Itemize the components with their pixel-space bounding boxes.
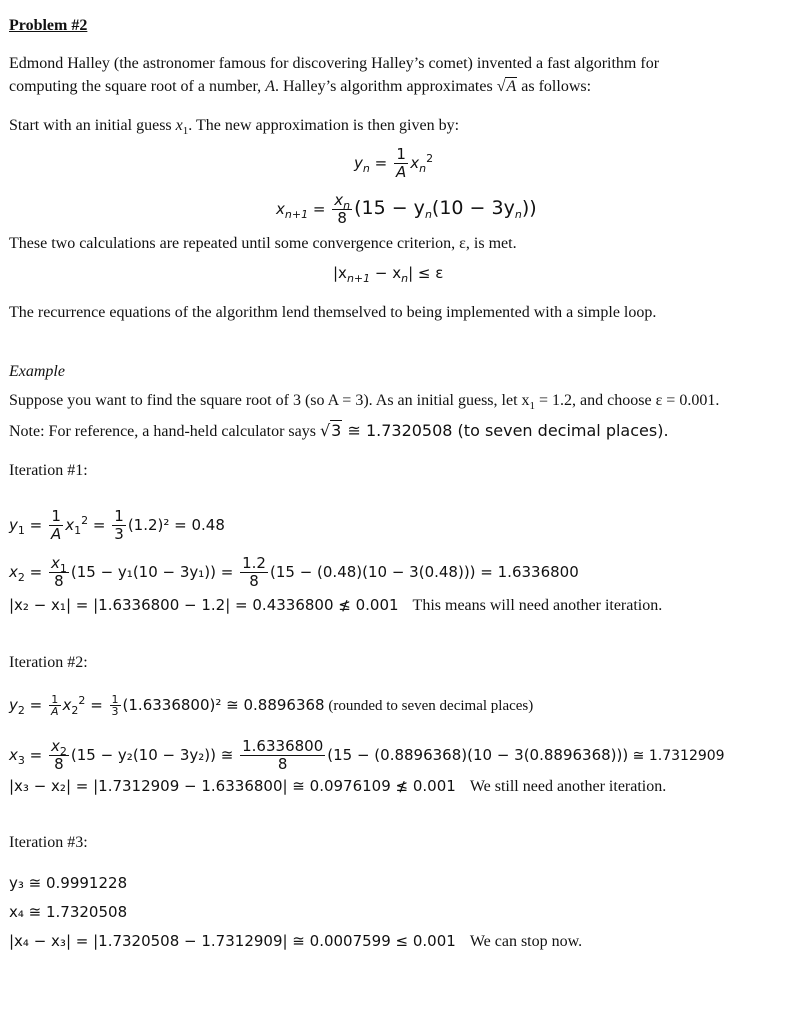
- iter2-diff-line: |x₃ − x₂| = |1.7312909 − 1.6336800| ≅ 0.0976109 ≰ 0.001 We still need another iteration.: [9, 777, 667, 795]
- iter1-x-formula: $x_2$ = $\frac{x_1}{8}$ (15 − y₁(10 − 3y₁)) = $\frac{1.2}{8}$ (15 − (0.48)(10 − 3(0.48))) = 1.6336800: [9, 554, 579, 590]
- sqrt-symbol: √3: [319, 421, 342, 440]
- iter3-y3: y₃ ≅ 0.9991228: [9, 874, 128, 892]
- iter3-diff-line: |x₄ − x₃| = |1.7320508 − 1.7312909| ≅ 0.0007599 ≤ 0.001 We can stop now.: [9, 932, 583, 950]
- iter2-label: Iteration #2:: [9, 654, 88, 671]
- example-label: Example: [9, 363, 65, 380]
- repeat-text: These two calculations are repeated until some convergence criterion, ε, is met.: [9, 235, 517, 252]
- intro-line-2: computing the square root of a number, A. Halley’s algorithm approximates √A as follows:: [9, 78, 592, 95]
- example-note: Note: For reference, a hand-held calculator says √3 ≅ 1.7320508 (to seven decimal places).: [9, 421, 669, 440]
- example-line-1: Suppose you want to find the square root of 3 (so A = 3). As an initial guess, let $x_1 = 1.2$, and choose ε = 0.001.: [9, 392, 720, 413]
- iter1-label: Iteration #1:: [9, 462, 88, 479]
- problem-heading: Problem #2: [9, 17, 88, 34]
- iter3-label: Iteration #3:: [9, 834, 88, 851]
- sqrt-symbol: √A: [496, 78, 517, 95]
- iter2-x-formula: $x_3$ = $\frac{x_2}{8}$ (15 − y₂(10 − 3y₂)) ≅ $\frac{1.6336800}{8}$ (15 − (0.8896368)(10 − 3(0.8896368))) ≅ 1.7312909: [9, 737, 725, 773]
- iter3-x4: x₄ ≅ 1.7320508: [9, 903, 128, 921]
- iter1-diff-line: |x₂ − x₁| = |1.6336800 − 1.2| = 0.4336800 ≰ 0.001 This means will need another iteration.: [9, 596, 663, 614]
- formula-yn: $y_n$ = $\frac{1}{A}$ $x_n^2$: [354, 145, 434, 181]
- loop-text: The recurrence equations of the algorithm lend themselved to being implemented with a simple loop.: [9, 304, 657, 321]
- start-text: Start with an initial guess $x_1$. The new approximation is then given by:: [9, 117, 460, 138]
- criterion-formula: $|x_{n+1} - x_n| \le \varepsilon$: [333, 264, 444, 285]
- iter1-y-formula: $y_1$ = $\frac{1}{A}$ $x_1^2$ = $\frac{1}{3}$ (1.2)² = 0.48: [9, 507, 225, 543]
- intro-line-1: Edmond Halley (the astronomer famous for discovering Halley’s comet) invented a fast algorithm for: [9, 55, 660, 72]
- formula-xn1: $x_{n+1}$ = $\frac{x_n}{8}$ $(15 - y_n(10 - 3y_n))$: [276, 191, 537, 227]
- iter2-y-formula: $y_2$ = $\frac{1}{A}$ $x_2^2$ = $\frac{1}{3}$ (1.6336800)² ≅ 0.8896368 (rounded to seven decimal places): [9, 693, 534, 718]
